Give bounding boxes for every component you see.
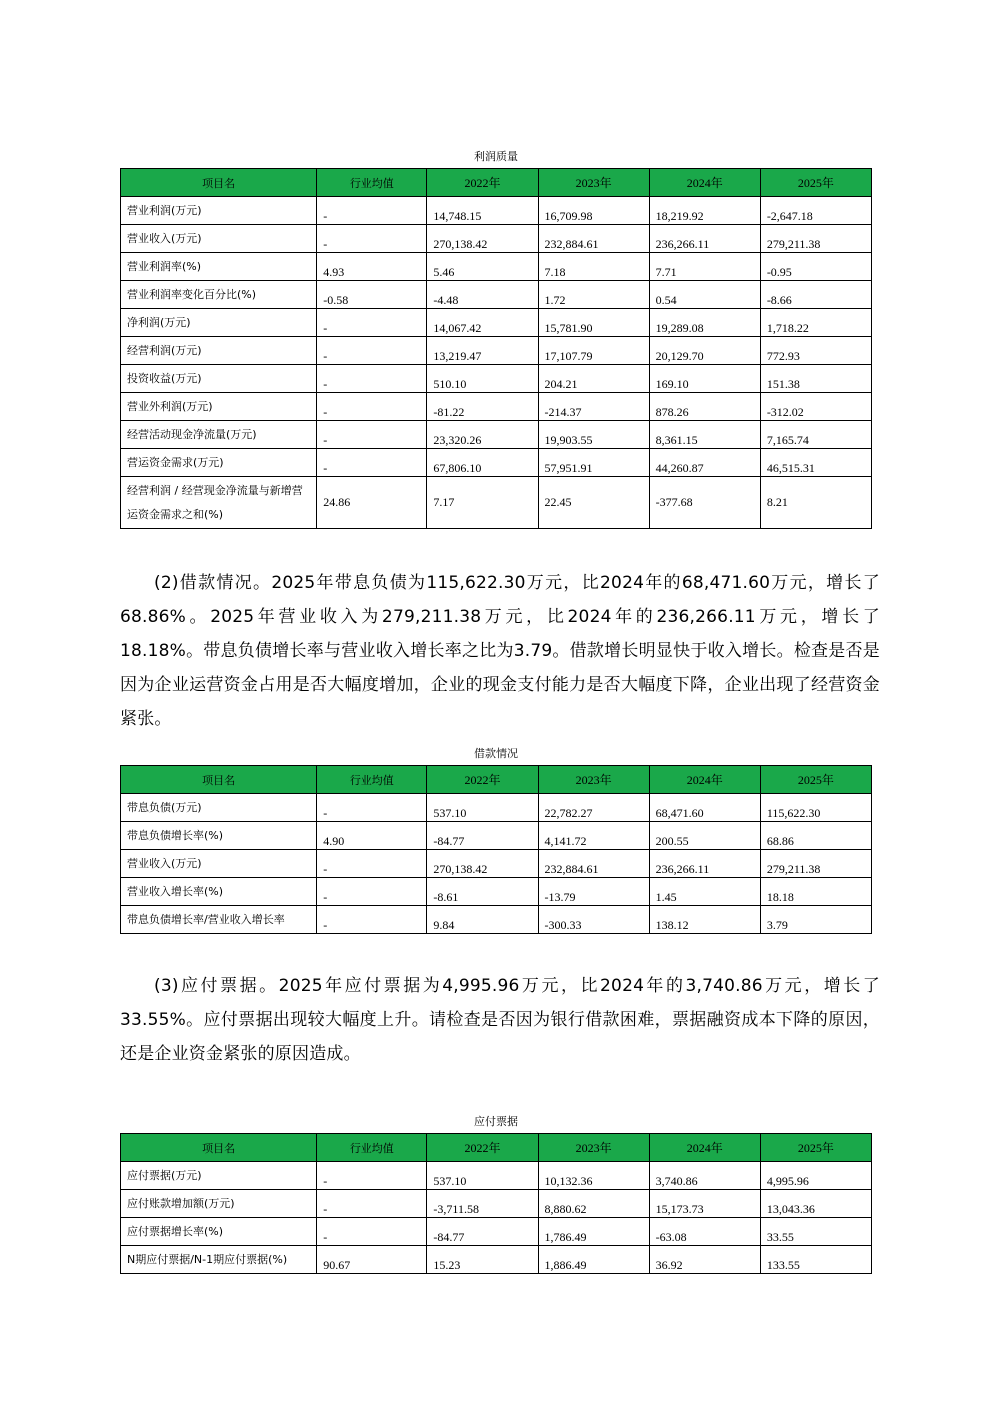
cell-value: -3,711.58 [427, 1190, 538, 1218]
cell-value: 279,211.38 [760, 850, 871, 878]
cell-value: 9.84 [427, 906, 538, 934]
cell-value: 14,748.15 [427, 197, 538, 225]
cell-value: - [317, 794, 427, 822]
cell-value: - [317, 225, 427, 253]
row-label: 营运资金需求(万元) [121, 449, 317, 477]
cell-value: - [317, 1162, 427, 1190]
cell-value: 15.23 [427, 1246, 538, 1274]
cell-value: 3,740.86 [649, 1162, 760, 1190]
table-row [121, 1162, 872, 1190]
table-row [121, 449, 872, 477]
cell-value: - [317, 878, 427, 906]
cell-value: 200.55 [649, 822, 760, 850]
table-row [121, 421, 872, 449]
cell-value: 279,211.38 [760, 225, 871, 253]
cell-value: 36.92 [649, 1246, 760, 1274]
column-header: 2025年 [760, 1134, 871, 1162]
cell-value: -8.66 [760, 281, 871, 309]
row-label: 应付票据(万元) [121, 1162, 317, 1190]
column-header: 行业均值 [317, 169, 427, 197]
table-row [121, 225, 872, 253]
table-row [121, 477, 872, 529]
column-header: 2025年 [760, 766, 871, 794]
paragraph-notes-payable: (3)应付票据。2025年应付票据为4,995.96万元，比2024年的3,740.86万元，增长了33.55%。应付票据出现较大幅度上升。请检查是否因为银行借款困难，票据融资成本下降的原因，还是企业资金紧张的原因造成。 [120, 976, 880, 1064]
cell-value: 236,266.11 [649, 225, 760, 253]
cell-value: 4,995.96 [760, 1162, 871, 1190]
cell-value: 0.54 [649, 281, 760, 309]
cell-value: 22,782.27 [538, 794, 649, 822]
column-header: 行业均值 [317, 766, 427, 794]
cell-value: -0.58 [317, 281, 427, 309]
cell-value: -81.22 [427, 393, 538, 421]
row-label: 经营活动现金净流量(万元) [121, 421, 317, 449]
cell-value: 4.93 [317, 253, 427, 281]
table-caption-profit-quality: 利润质量 [474, 150, 518, 163]
cell-value: - [317, 906, 427, 934]
cell-value: -377.68 [649, 477, 760, 529]
row-label: 营业收入增长率(%) [121, 878, 317, 906]
cell-value: 7.71 [649, 253, 760, 281]
table-row [121, 794, 872, 822]
cell-value: - [317, 850, 427, 878]
cell-value: 18.18 [760, 878, 871, 906]
cell-value: 14,067.42 [427, 309, 538, 337]
notes-payable-table [120, 1133, 872, 1274]
cell-value: 7.18 [538, 253, 649, 281]
cell-value: 13,043.36 [760, 1190, 871, 1218]
cell-value: 16,709.98 [538, 197, 649, 225]
cell-value: -63.08 [649, 1218, 760, 1246]
table-row [121, 197, 872, 225]
cell-value: 1,886.49 [538, 1246, 649, 1274]
column-header: 2024年 [649, 1134, 760, 1162]
cell-value: 270,138.42 [427, 850, 538, 878]
row-label: 经营利润 / 经营现金净流量与新增营运资金需求之和(%) [121, 477, 317, 529]
column-header: 行业均值 [317, 1134, 427, 1162]
cell-value: 7,165.74 [760, 421, 871, 449]
column-header: 2025年 [760, 169, 871, 197]
cell-value: 151.38 [760, 365, 871, 393]
profit-quality-table [120, 168, 872, 529]
cell-value: 133.55 [760, 1246, 871, 1274]
column-header: 2024年 [649, 766, 760, 794]
table-row [121, 850, 872, 878]
paragraph-loans: (2)借款情况。2025年带息负债为115,622.30万元，比2024年的68,471.60万元，增长了68.86%。2025年营业收入为279,211.38万元，比2024年的236,266.11万元，增长了18.18%。带息负债增长率与营业收入增长率之比为3.79。借款增长明显快于收入增长。检查是否是因为企业运营资金占用是否大幅度增加，企业的现金支付能力是否大幅度下降，企业出现了经营资金紧张。 [120, 573, 880, 729]
cell-value: 90.67 [317, 1246, 427, 1274]
row-label: 营业利润(万元) [121, 197, 317, 225]
table-row [121, 878, 872, 906]
cell-value: - [317, 393, 427, 421]
cell-value: 1,786.49 [538, 1218, 649, 1246]
cell-value: 537.10 [427, 794, 538, 822]
cell-value: 13,219.47 [427, 337, 538, 365]
cell-value: 4.90 [317, 822, 427, 850]
column-header: 2023年 [538, 169, 649, 197]
row-label: 经营利润(万元) [121, 337, 317, 365]
table-header-row [121, 169, 872, 197]
cell-value: 19,903.55 [538, 421, 649, 449]
cell-value: 33.55 [760, 1218, 871, 1246]
row-label: 营业利润率(%) [121, 253, 317, 281]
cell-value: -84.77 [427, 1218, 538, 1246]
row-label: 带息负债(万元) [121, 794, 317, 822]
row-label: 投资收益(万元) [121, 365, 317, 393]
cell-value: -312.02 [760, 393, 871, 421]
cell-value: 24.86 [317, 477, 427, 529]
cell-value: - [317, 1190, 427, 1218]
cell-value: 46,515.31 [760, 449, 871, 477]
cell-value: 8,880.62 [538, 1190, 649, 1218]
cell-value: 18,219.92 [649, 197, 760, 225]
cell-value: - [317, 421, 427, 449]
cell-value: 5.46 [427, 253, 538, 281]
cell-value: 270,138.42 [427, 225, 538, 253]
table-row [121, 1190, 872, 1218]
column-header: 项目名 [121, 766, 317, 794]
cell-value: 138.12 [649, 906, 760, 934]
cell-value: 68,471.60 [649, 794, 760, 822]
table-row [121, 337, 872, 365]
table-caption-notes-payable: 应付票据 [474, 1115, 518, 1128]
row-label: 营业收入(万元) [121, 850, 317, 878]
row-label: 应付票据增长率(%) [121, 1218, 317, 1246]
table-caption-loans: 借款情况 [474, 747, 518, 760]
table-row [121, 1218, 872, 1246]
loans-table [120, 765, 872, 934]
cell-value: - [317, 197, 427, 225]
cell-value: 1.72 [538, 281, 649, 309]
row-label: N期应付票据/N-1期应付票据(%) [121, 1246, 317, 1274]
cell-value: - [317, 365, 427, 393]
cell-value: -2,647.18 [760, 197, 871, 225]
table-header-row [121, 1134, 872, 1162]
cell-value: 19,289.08 [649, 309, 760, 337]
column-header: 项目名 [121, 169, 317, 197]
cell-value: 169.10 [649, 365, 760, 393]
row-label: 应付账款增加额(万元) [121, 1190, 317, 1218]
table-row [121, 365, 872, 393]
table-row [121, 281, 872, 309]
cell-value: 537.10 [427, 1162, 538, 1190]
cell-value: 17,107.79 [538, 337, 649, 365]
cell-value: 878.26 [649, 393, 760, 421]
cell-value: - [317, 337, 427, 365]
cell-value: -300.33 [538, 906, 649, 934]
column-header: 2023年 [538, 1134, 649, 1162]
cell-value: 3.79 [760, 906, 871, 934]
cell-value: 10,132.36 [538, 1162, 649, 1190]
cell-value: 1.45 [649, 878, 760, 906]
table-row [121, 822, 872, 850]
cell-value: 7.17 [427, 477, 538, 529]
cell-value: -4.48 [427, 281, 538, 309]
cell-value: 1,718.22 [760, 309, 871, 337]
cell-value: 22.45 [538, 477, 649, 529]
row-label: 净利润(万元) [121, 309, 317, 337]
cell-value: 68.86 [760, 822, 871, 850]
table-row [121, 393, 872, 421]
cell-value: 232,884.61 [538, 850, 649, 878]
column-header: 2024年 [649, 169, 760, 197]
cell-value: - [317, 309, 427, 337]
cell-value: 15,781.90 [538, 309, 649, 337]
cell-value: 4,141.72 [538, 822, 649, 850]
column-header: 2022年 [427, 766, 538, 794]
row-label: 带息负债增长率(%) [121, 822, 317, 850]
row-label: 营业利润率变化百分比(%) [121, 281, 317, 309]
cell-value: 20,129.70 [649, 337, 760, 365]
column-header: 2022年 [427, 1134, 538, 1162]
cell-value: - [317, 1218, 427, 1246]
column-header: 2022年 [427, 169, 538, 197]
cell-value: 236,266.11 [649, 850, 760, 878]
table-row [121, 253, 872, 281]
cell-value: 57,951.91 [538, 449, 649, 477]
cell-value: -214.37 [538, 393, 649, 421]
cell-value: 115,622.30 [760, 794, 871, 822]
row-label: 营业外利润(万元) [121, 393, 317, 421]
column-header: 项目名 [121, 1134, 317, 1162]
table-row [121, 906, 872, 934]
table-header-row [121, 766, 872, 794]
row-label: 营业收入(万元) [121, 225, 317, 253]
cell-value: 67,806.10 [427, 449, 538, 477]
row-label: 带息负债增长率/营业收入增长率 [121, 906, 317, 934]
cell-value: -0.95 [760, 253, 871, 281]
column-header: 2023年 [538, 766, 649, 794]
cell-value: 44,260.87 [649, 449, 760, 477]
cell-value: -8.61 [427, 878, 538, 906]
cell-value: -84.77 [427, 822, 538, 850]
cell-value: 772.93 [760, 337, 871, 365]
cell-value: 232,884.61 [538, 225, 649, 253]
cell-value: -13.79 [538, 878, 649, 906]
cell-value: 8.21 [760, 477, 871, 529]
cell-value: 204.21 [538, 365, 649, 393]
cell-value: 23,320.26 [427, 421, 538, 449]
cell-value: 510.10 [427, 365, 538, 393]
cell-value: 8,361.15 [649, 421, 760, 449]
table-row [121, 1246, 872, 1274]
cell-value: - [317, 449, 427, 477]
table-row [121, 309, 872, 337]
cell-value: 15,173.73 [649, 1190, 760, 1218]
